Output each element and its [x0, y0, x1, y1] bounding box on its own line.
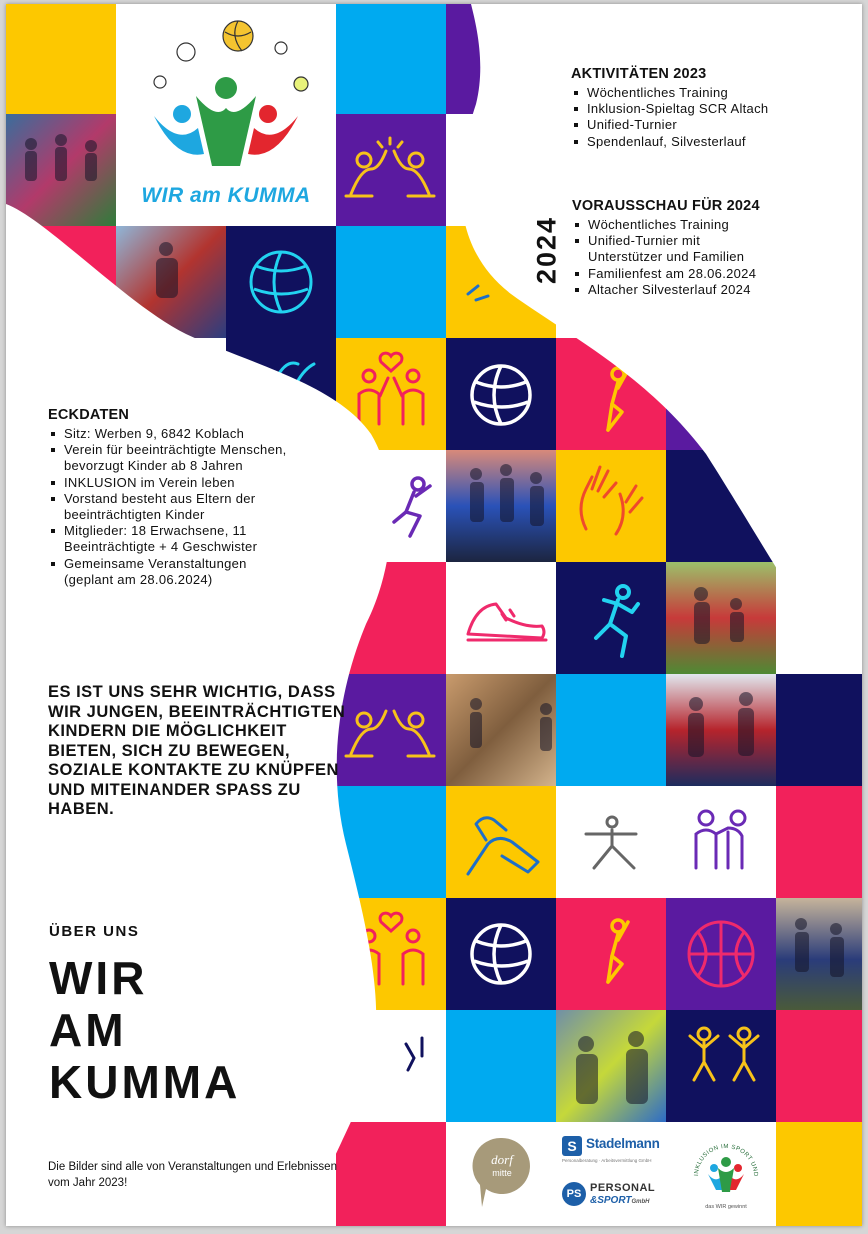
eckdaten-section — [48, 407, 348, 588]
main-title — [49, 952, 240, 1108]
aktivitaeten-title: AKTIVITÄTEN 2023 — [571, 66, 707, 82]
stadelmann-logo — [562, 1134, 672, 1170]
main-title-line: AM — [49, 1004, 127, 1056]
list-item: Wöchentliches Training — [572, 217, 842, 233]
dorfmitte-logo — [472, 1136, 532, 1210]
list-item: Gemeinsame Veranstaltungen (geplant am 28.06.2024) — [48, 556, 294, 588]
list-item: Unified-Turnier mit Unterstützer und Familien — [572, 233, 778, 265]
list-item: Inklusion-Spieltag SCR Altach — [571, 101, 851, 117]
list-item: Mitglieder: 18 Erwachsene, 11 Beeinträchtigte + 4 Geschwister — [48, 523, 334, 555]
vorausschau-list — [572, 217, 842, 298]
list-item: Wöchentliches Training — [571, 85, 851, 101]
list-item: Altacher Silvesterlauf 2024 — [572, 282, 842, 298]
aktivitaeten-section — [571, 66, 851, 150]
flyer-page — [6, 4, 862, 1226]
aktivitaeten-list — [571, 85, 851, 150]
badge-ring-text: INKLUSION IM SPORT UND — [693, 1143, 759, 1177]
dorf-text: dorf — [491, 1152, 513, 1167]
mitte-text: mitte — [492, 1168, 512, 1178]
logo-text-a: WIR am — [141, 184, 228, 207]
stadelmann-sub: Personalberatung · Arbeitsvermittlung GmbH — [562, 1158, 652, 1163]
inklusion-badge — [686, 1126, 766, 1216]
eckdaten-list — [48, 426, 348, 588]
inklusion-badge-graphic — [686, 1126, 766, 1216]
footer-note: Die Bilder sind alle von Veranstaltungen und Erlebnissen vom Jahr 2023! — [48, 1161, 337, 1189]
logo-wordmark — [116, 184, 336, 208]
year-vertical-label — [525, 200, 569, 300]
wir-am-kumma-logo — [116, 4, 336, 224]
eckdaten-title: ECKDATEN — [48, 407, 130, 423]
personal-sport-logo — [562, 1178, 672, 1214]
list-item: INKLUSION im Verein leben — [48, 475, 348, 491]
mission-statement: ES IST UNS SEHR WICHTIG, DASS WIR JUNGEN, BEEINTRÄCHTIGTEN KINDERN DIE MÖGLICHKEIT BIETEN, SICH ZU BEWEGEN, SOZIALE KONTAKTE ZU KNÜPFEN UND MITEINANDER SPASS ZU HABEN. — [48, 683, 346, 818]
list-item: Spendenlauf, Silvesterlauf — [571, 134, 851, 150]
gmbh-text: GmbH — [631, 1199, 650, 1205]
sport-text — [590, 1195, 650, 1206]
year-text: 2024 — [531, 215, 562, 285]
vorausschau-section — [572, 198, 842, 298]
personal-text: PERSONAL — [590, 1182, 656, 1194]
logo-text-b: KUMMA — [227, 184, 311, 207]
list-item: Vorstand besteht aus Eltern der beeinträchtigten Kinder — [48, 491, 324, 523]
sport-word: &SPORT — [590, 1195, 632, 1206]
basketball-icon — [689, 922, 753, 986]
vorausschau-title: VORAUSSCHAU FÜR 2024 — [572, 198, 760, 214]
list-item: Unified-Turnier — [571, 117, 851, 133]
list-item: Familienfest am 28.06.2024 — [572, 266, 842, 282]
stadelmann-name: Stadelmann — [586, 1136, 660, 1151]
ps-mark-icon: PS — [562, 1182, 586, 1206]
main-title-line: WIR — [49, 952, 148, 1004]
main-title-line: KUMMA — [49, 1056, 241, 1108]
badge-sub-text: das WIR gewinnt — [705, 1204, 747, 1210]
list-item: Sitz: Werben 9, 6842 Koblach — [48, 426, 348, 442]
stadelmann-mark-icon: S — [562, 1136, 582, 1156]
list-item: Verein für beeinträchtigte Menschen, bevorzugt Kinder ab 8 Jahren — [48, 442, 334, 474]
ueber-uns-label: ÜBER UNS — [49, 923, 140, 940]
svg-text:INKLUSION IM SPORT UND MEHR — [686, 1126, 758, 1177]
